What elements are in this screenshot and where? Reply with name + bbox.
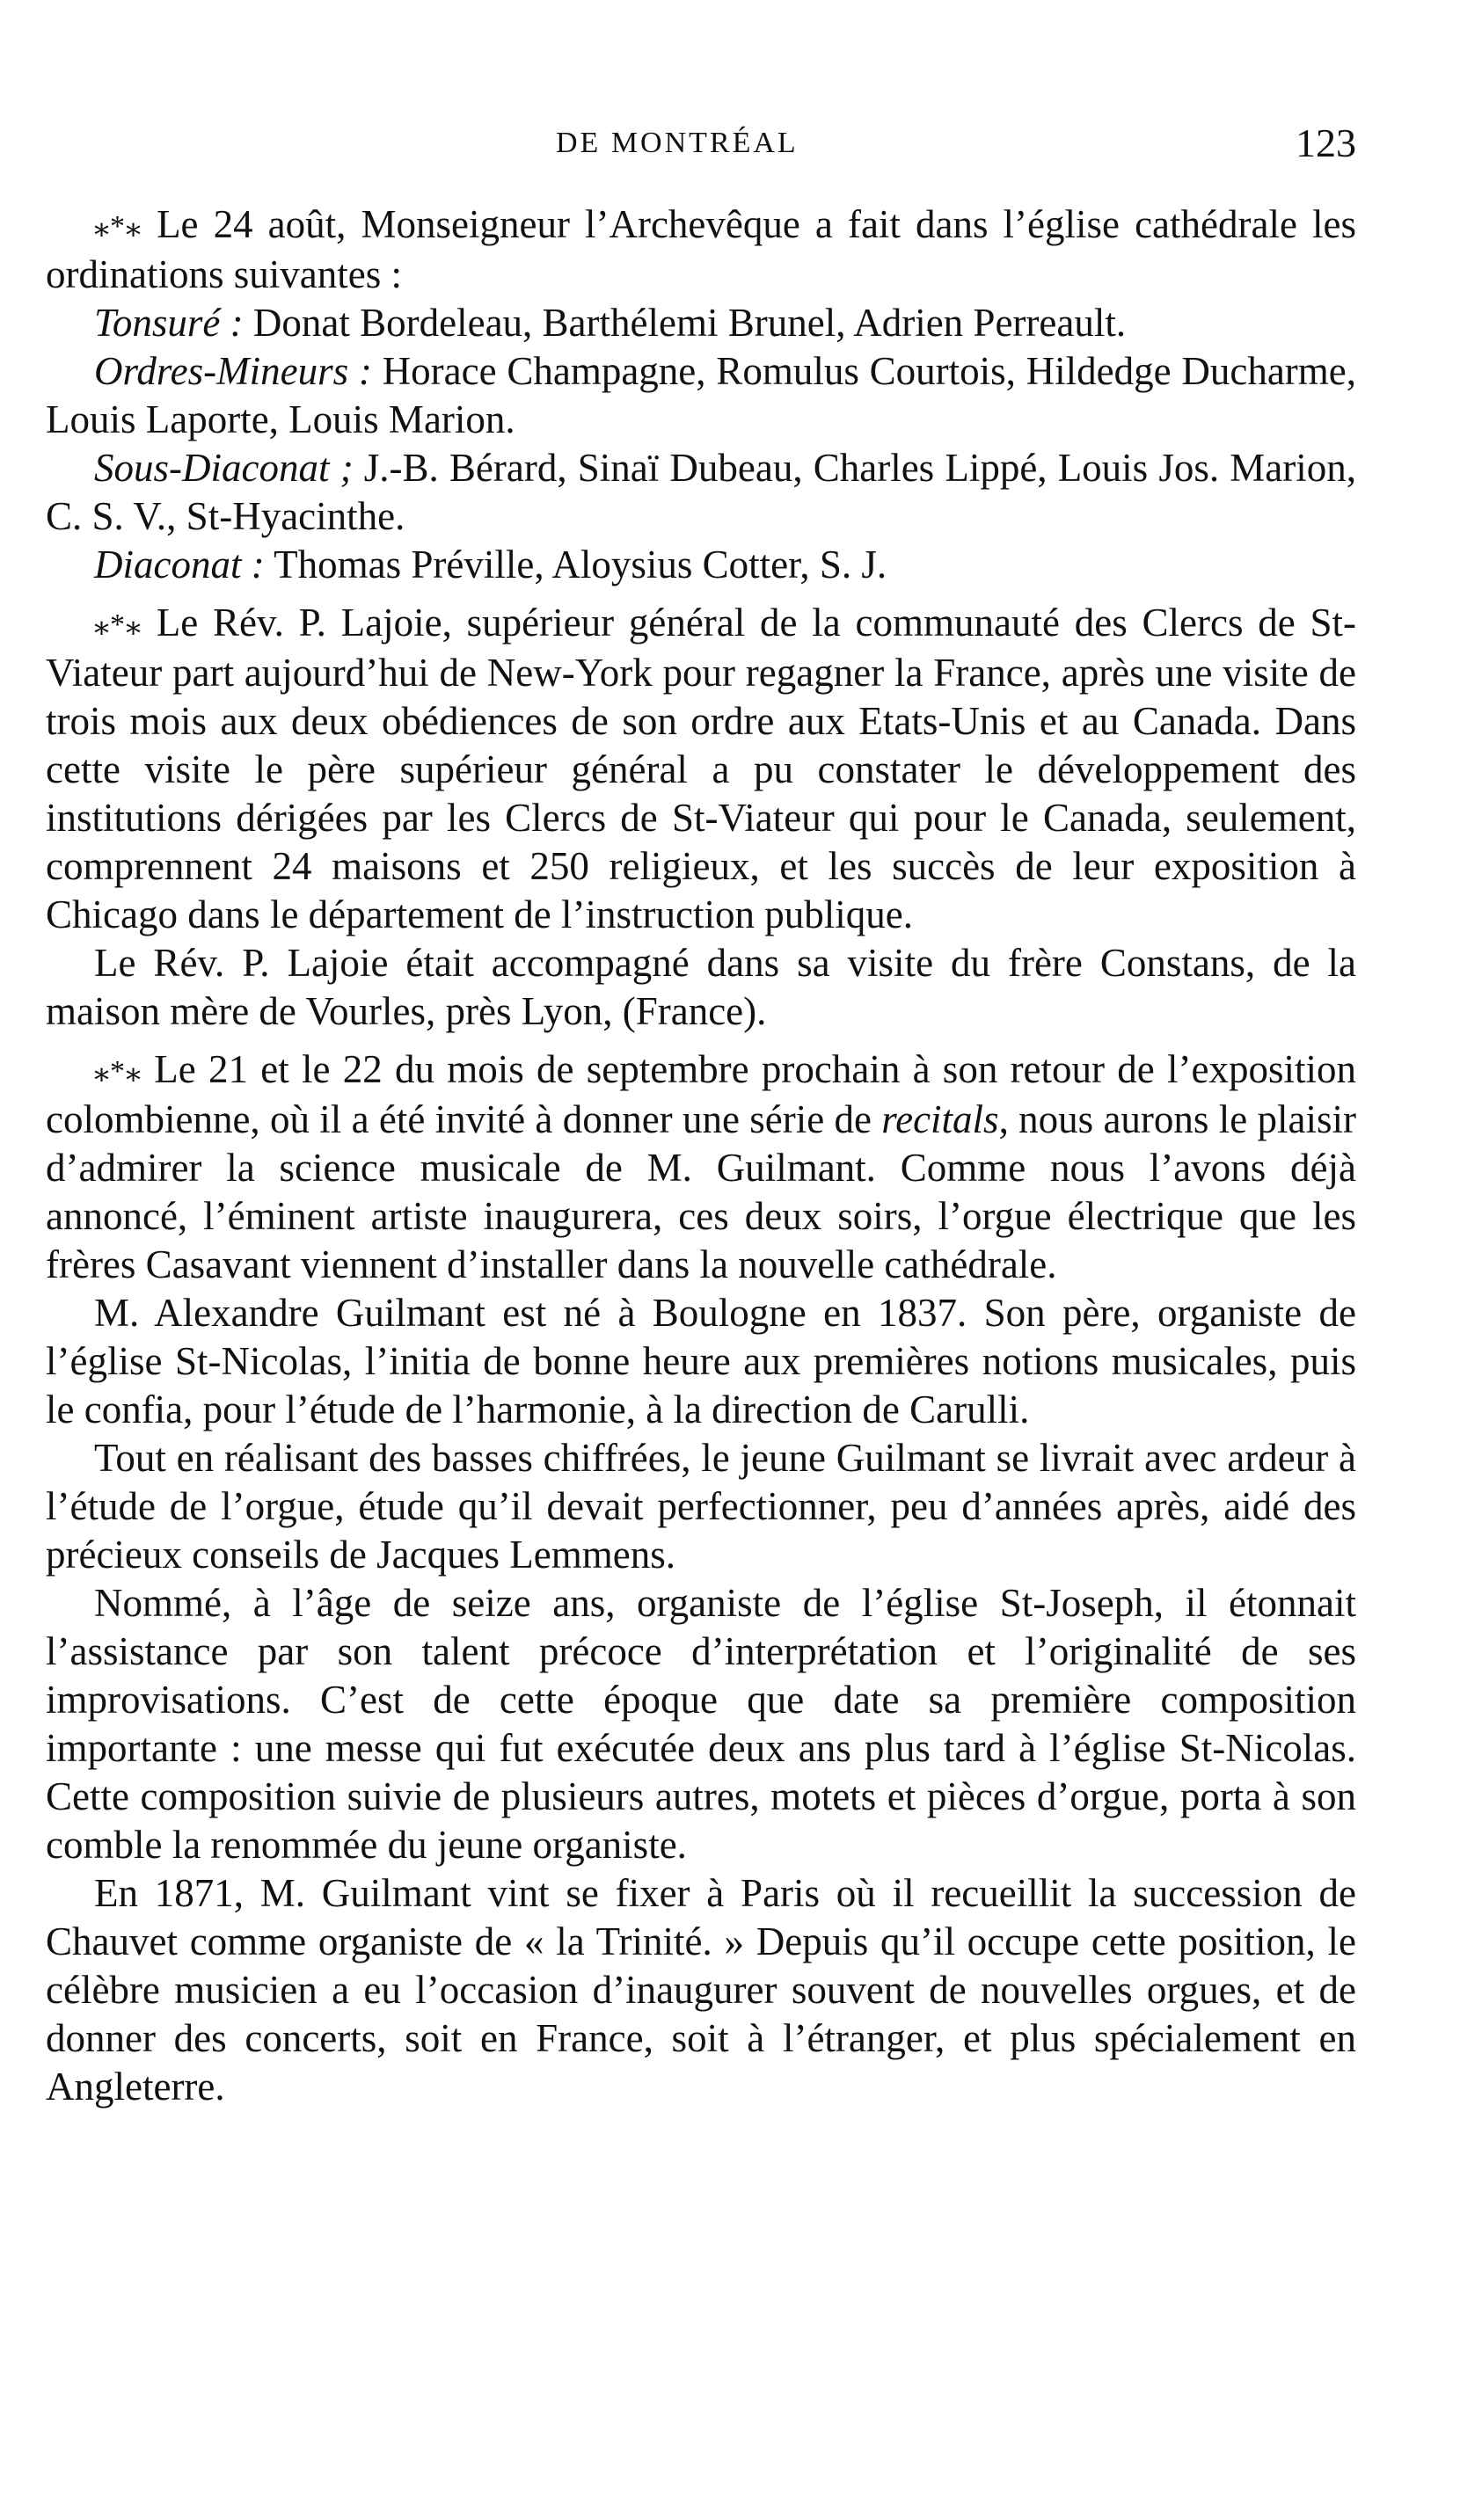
paragraph-ordinations-intro [46, 200, 1356, 299]
ordination-label: Diaconat : [94, 543, 265, 586]
asterism: ⁎*⁎ [94, 210, 142, 243]
paragraph-text: J.-B. Bérard, Sinaï Dubeau, Charles Lippé, Louis Jos. Marion, C. S. V., St-Hyacinthe. [46, 446, 1356, 538]
ordination-label: Ordres-Mineurs : [94, 349, 372, 393]
asterism: ⁎*⁎ [94, 1055, 142, 1088]
paragraph-text: Le 24 août, Monseigneur l’Archevêque a fait dans l’église cathédrale les ordinations suivantes : [46, 202, 1356, 296]
paragraph-text: Tout en réalisant des basses chiffrées, le jeune Guilmant se livrait avec ardeur à l’étude de l’orgue, étude qu’il devait perfectionner, peu d’années après, aidé des précieux conseils de Jacques Lemmens. [46, 1436, 1356, 1577]
paragraph-guilmant-recitals [46, 1045, 1356, 1289]
paragraph-guilmant-st-joseph [46, 1579, 1356, 1869]
ordination-label: Tonsuré : [94, 301, 244, 345]
running-head: DE MONTRÉAL [556, 127, 799, 159]
paragraph-text: Nommé, à l’âge de seize ans, organiste de l’église St-Joseph, il étonnait l’assistance par son talent précoce d’interprétation et l’originalité de ses improvisations. C’est de cette époque que date sa première composition importante : une messe qui fut exécutée deux ans plus tard à l’église St-Nicolas. Cette composition suivie de plusieurs autres, motets et pièces d’orgue, porta à son comble la renommée du jeune organiste. [46, 1581, 1356, 1867]
page [46, 0, 1356, 2520]
paragraph-tonsure [46, 299, 1356, 347]
body-text [46, 200, 1356, 2111]
paragraph-text: En 1871, M. Guilmant vint se fixer à Paris où il recueillit la succession de Chauvet comme organiste de « la Trinité. » Depuis qu’il occupe cette position, le célèbre musicien a eu l’occasion d’inaugurer souvent de nouvelles orgues, et de donner des concerts, soit en France, soit à l’étranger, et plus spécialement en Angleterre. [46, 1871, 1356, 2108]
paragraph-text: Le 21 et le 22 du mois de septembre prochain à son retour de l’exposition colombienne, où il a été invité à donner une série de [46, 1047, 1356, 1141]
ordination-label: Sous-Diaconat ; [94, 446, 354, 490]
paragraph-sous-diaconat [46, 444, 1356, 541]
paragraph-lajoie-companion [46, 939, 1356, 1036]
asterism: ⁎*⁎ [94, 608, 142, 641]
italic-word: recitals [881, 1097, 999, 1141]
paragraph-guilmant-birth [46, 1289, 1356, 1434]
paragraph-lajoie-visit [46, 599, 1356, 939]
paragraph-ordres-mineurs [46, 347, 1356, 444]
page-header [46, 113, 1356, 165]
paragraph-text: Le Rév. P. Lajoie était accompagné dans sa visite du frère Constans, de la maison mère de Vourles, près Lyon, (France). [46, 941, 1356, 1033]
paragraph-text: M. Alexandre Guilmant est né à Boulogne en 1837. Son père, organiste de l’église St-Nicolas, l’initia de bonne heure aux premières notions musicales, puis le confia, pour l’étude de l’harmonie, à la direction de Carulli. [46, 1291, 1356, 1431]
paragraph-text: Le Rév. P. Lajoie, supérieur général de la communauté des Clercs de St-Viateur part aujourd’hui de New-York pour regagner la France, après une visite de trois mois aux deux obédiences de son ordre aux Etats-Unis et au Canada. Dans cette visite le père supérieur général a pu constater le développement des institutions dérigées par les Clercs de St-Viateur qui pour le Canada, seulement, comprennent 24 maisons et 250 religieux, et les succès de leur exposition à Chicago dans le département de l’instruction publique. [46, 601, 1356, 936]
paragraph-guilmant-studies [46, 1434, 1356, 1579]
paragraph-text: Thomas Préville, Aloysius Cotter, S. J. [264, 543, 887, 586]
paragraph-text: Donat Bordeleau, Barthélemi Brunel, Adrien Perreault. [243, 301, 1127, 345]
page-number: 123 [1296, 120, 1356, 165]
paragraph-text: , nous aurons le plaisir d’admirer la science musicale de M. Guilmant. Comme nous l’avons déjà annoncé, l’éminent artiste inaugurera, ces deux soirs, l’orgue électrique que les frères Casavant viennent d’installer dans la nouvelle cathédrale. [46, 1097, 1356, 1286]
paragraph-text: Horace Champagne, Romulus Courtois, Hildedge Ducharme, Louis Laporte, Louis Marion. [46, 349, 1357, 441]
paragraph-diaconat [46, 541, 1356, 589]
paragraph-guilmant-paris [46, 1869, 1356, 2111]
